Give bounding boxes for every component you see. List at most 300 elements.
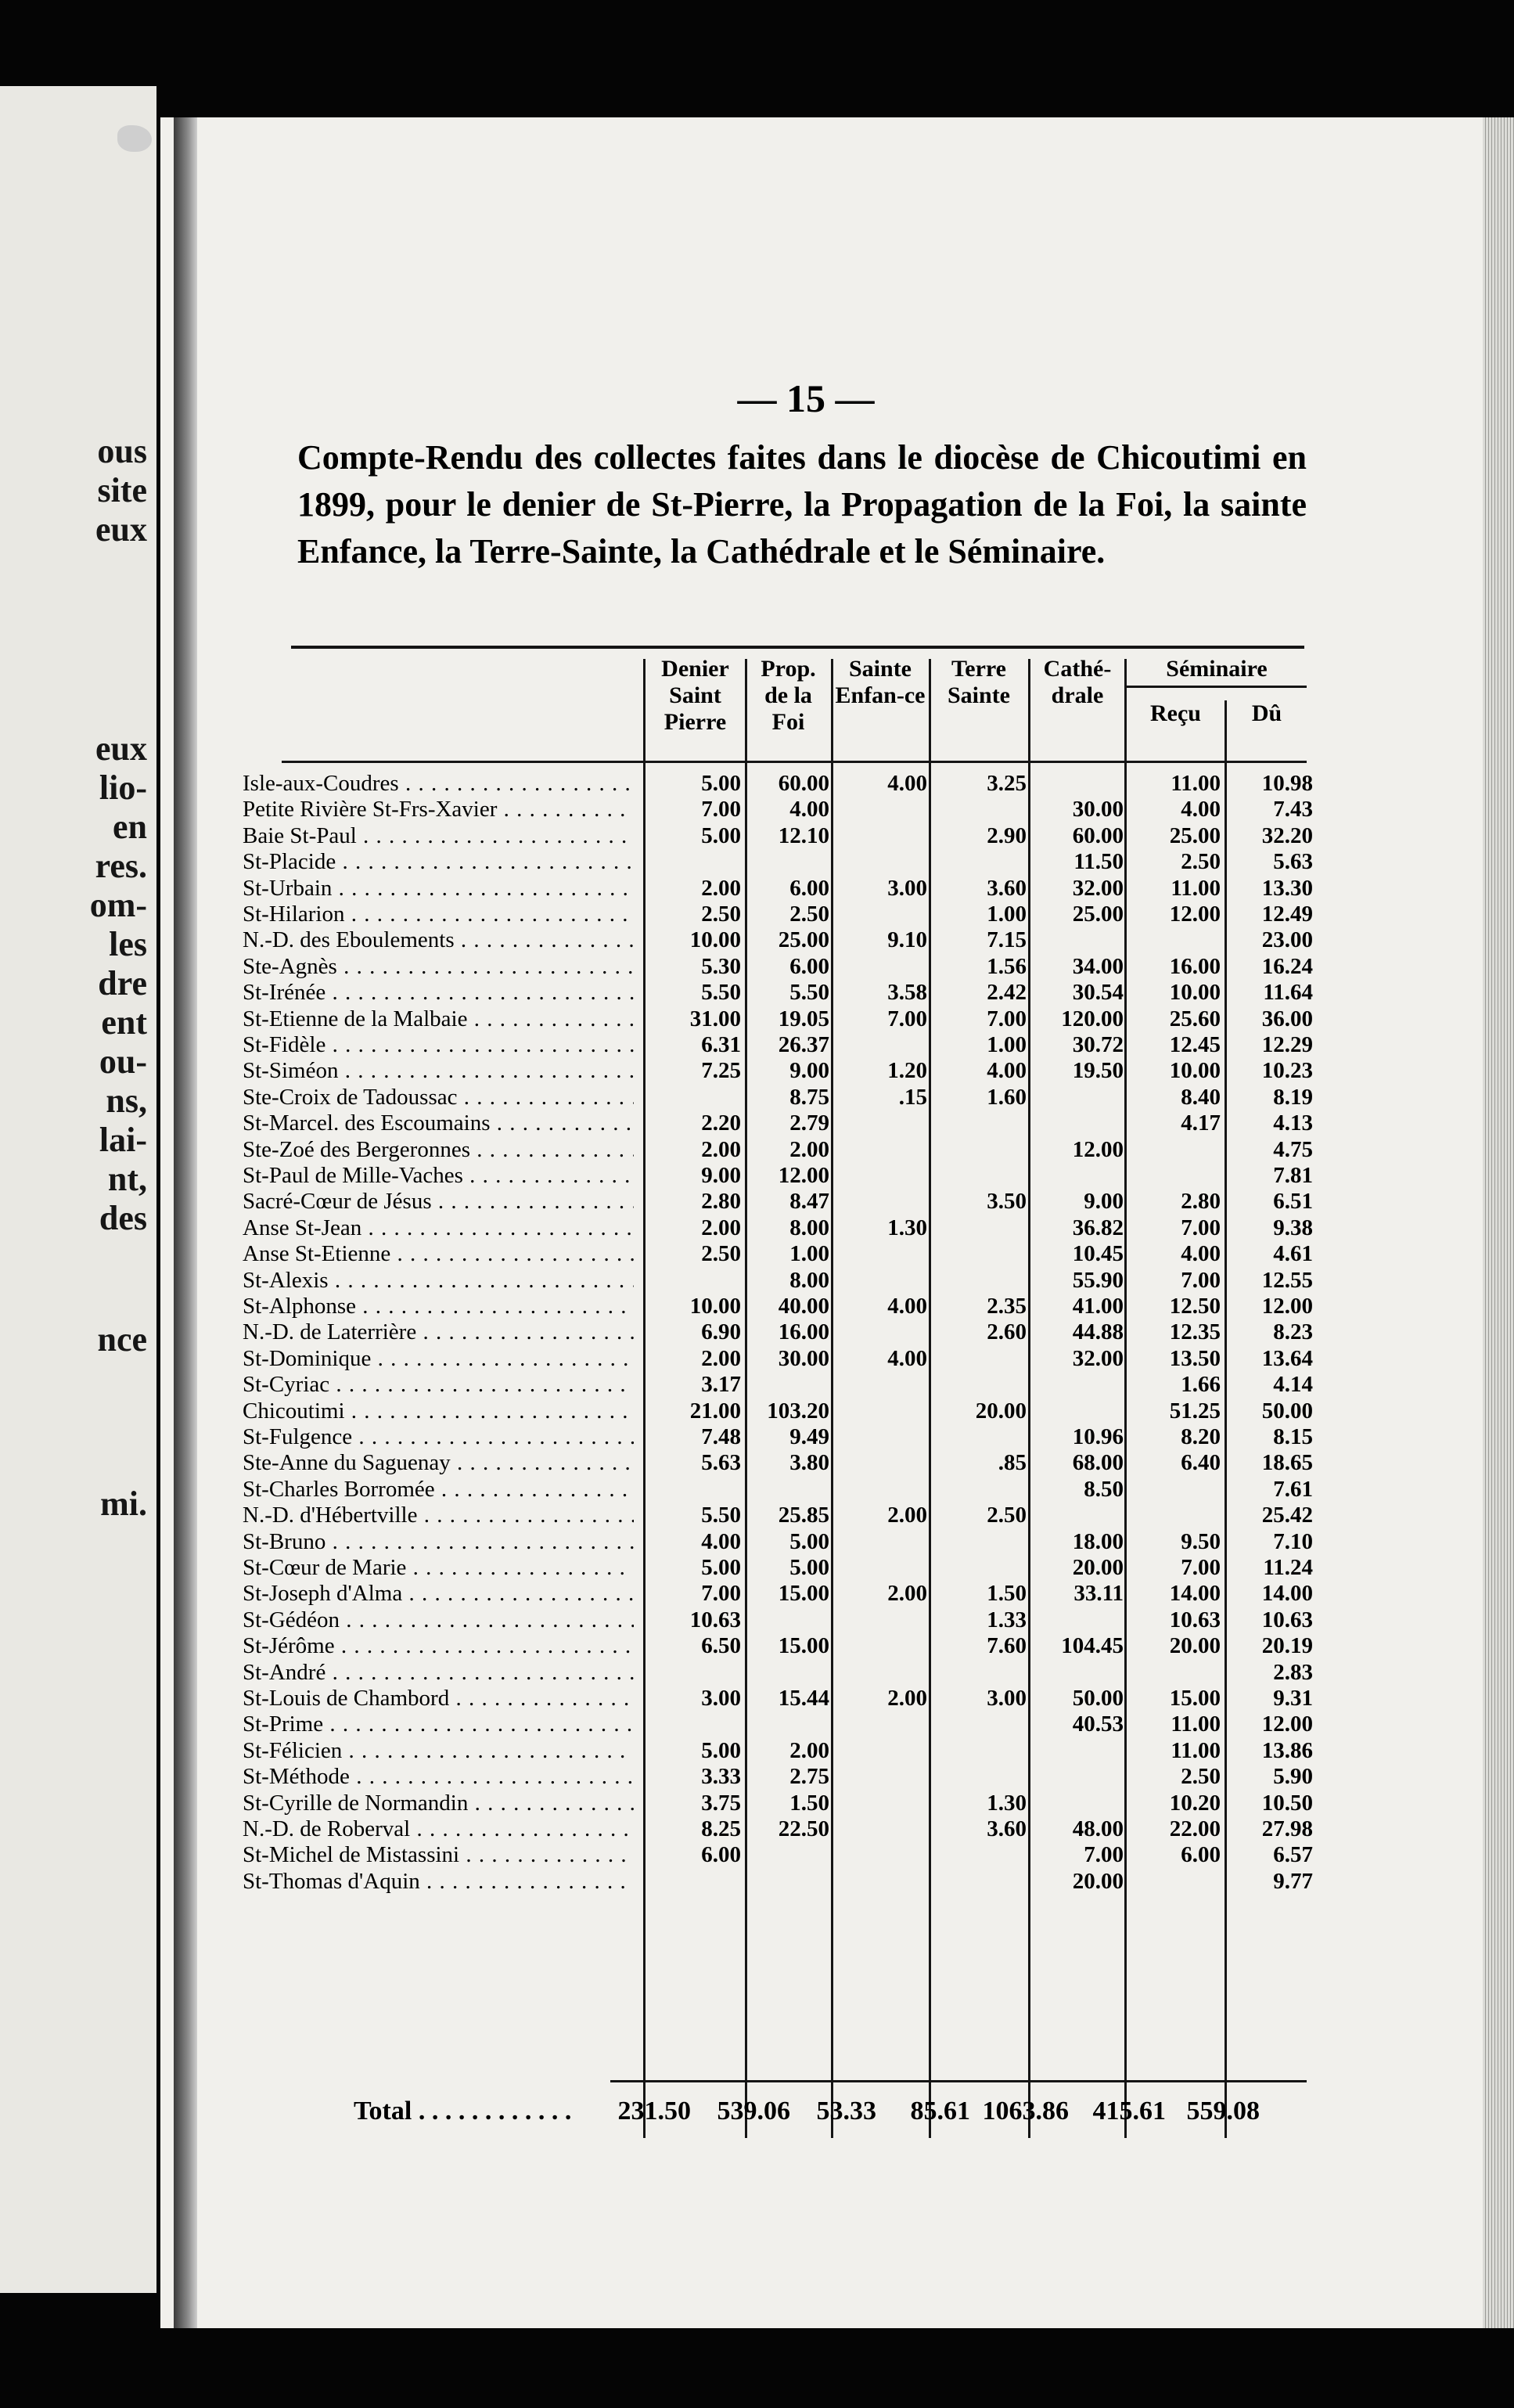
table-row	[243, 1215, 1314, 1241]
cell-seminaire-recu: 11.00	[1171, 1712, 1221, 1737]
cell-propagation: 15.00	[778, 1581, 829, 1607]
cell-seminaire-du: 50.00	[1261, 1398, 1313, 1424]
cell-cathedrale: 60.00	[1072, 822, 1124, 848]
cell-seminaire-recu: 4.17	[1181, 1110, 1221, 1136]
cell-seminaire-recu: 6.40	[1181, 1450, 1221, 1476]
table-row	[243, 1189, 1314, 1215]
cell-denier: 2.00	[701, 875, 741, 901]
table-row	[243, 954, 1314, 980]
total-cathedrale: 1063.86	[982, 2097, 1069, 2125]
cell-terre-sainte: 1.00	[987, 902, 1027, 927]
parish-name: St-Cœur de Marie . . .	[243, 1555, 634, 1581]
cell-propagation: 1.00	[789, 1241, 829, 1267]
document-heading: Compte-Rendu des collectes faites dans le diocèse de Chicoutimi en 1899, pour le denier de St-Pierre, la Propagation de la Foi, la sainte Enfance, la Terre-Sainte, la Cathédrale et le Séminaire.	[297, 438, 1307, 571]
cell-denier: 6.90	[701, 1319, 741, 1345]
cell-cathedrale: 19.50	[1072, 1058, 1124, 1084]
parish-name: St-Prime . . .	[243, 1712, 634, 1737]
cell-denier: 2.00	[701, 1215, 741, 1240]
cell-seminaire-recu: 10.63	[1169, 1607, 1221, 1632]
cell-denier: 5.30	[701, 953, 741, 979]
parish-name: Anse St-Jean . . .	[243, 1215, 634, 1241]
table-row	[243, 823, 1314, 849]
cell-cathedrale: 55.90	[1072, 1267, 1124, 1293]
book-spine	[174, 117, 197, 2328]
cell-terre-sainte: 2.35	[987, 1294, 1027, 1319]
table-row	[243, 1555, 1314, 1581]
cell-seminaire-recu: 10.00	[1169, 980, 1221, 1006]
total-label: Total . . .	[354, 2088, 571, 2135]
cell-cathedrale: 68.00	[1072, 1450, 1124, 1476]
parish-name: St-Placide . . .	[243, 849, 634, 875]
cell-cathedrale: 36.82	[1072, 1215, 1124, 1240]
table-row	[243, 849, 1314, 875]
left-page-fragment-text: ns,	[106, 1082, 147, 1120]
cell-propagation: 16.00	[778, 1319, 829, 1345]
header-terre-sainte: Terre Sainte	[947, 656, 1010, 708]
cell-denier: 7.48	[701, 1424, 741, 1449]
cell-seminaire-du: 4.14	[1273, 1372, 1313, 1398]
cell-terre-sainte: 7.60	[987, 1633, 1027, 1659]
cell-seminaire-du: 11.24	[1263, 1555, 1313, 1580]
cell-terre-sainte: 3.60	[987, 1816, 1027, 1841]
left-page-fragment-text: ent	[101, 1003, 147, 1042]
cell-seminaire-du: 4.61	[1273, 1241, 1313, 1267]
left-page-fragment-text: ou-	[99, 1042, 147, 1081]
left-page-fragment	[0, 86, 156, 2293]
cell-terre-sainte: 3.00	[987, 1686, 1027, 1711]
cell-seminaire-recu: 11.00	[1171, 875, 1221, 901]
cell-terre-sainte: .85	[998, 1450, 1027, 1476]
table-row	[243, 1424, 1314, 1450]
cell-denier: 5.00	[701, 822, 741, 848]
cell-cathedrale: 18.00	[1072, 1528, 1124, 1554]
cell-sainte-enfance: 1.20	[887, 1058, 927, 1084]
cell-sainte-enfance: 9.10	[887, 927, 927, 953]
cell-terre-sainte: 3.25	[987, 771, 1027, 796]
header-propagation: Prop. de la Foi	[761, 656, 816, 735]
total-denier: 231.50	[617, 2097, 691, 2125]
cell-seminaire-recu: 1.66	[1181, 1372, 1221, 1398]
cell-denier: 6.50	[701, 1633, 741, 1659]
parish-name: St-Félicien . . .	[243, 1738, 634, 1764]
cell-seminaire-recu: 6.00	[1181, 1842, 1221, 1868]
cell-cathedrale: 30.54	[1072, 980, 1124, 1006]
cell-propagation: 6.00	[789, 875, 829, 901]
left-page-fragment-text: dre	[98, 964, 147, 1002]
cell-seminaire-recu: 4.00	[1181, 797, 1221, 822]
cell-seminaire-du: 7.81	[1273, 1163, 1313, 1188]
parish-name: St-Siméon . . .	[243, 1058, 634, 1084]
table-row	[243, 1529, 1314, 1555]
left-page-fragment-text: nt,	[107, 1160, 147, 1198]
cell-cathedrale: 8.50	[1084, 1476, 1124, 1502]
cell-seminaire-recu: 11.00	[1171, 1737, 1221, 1763]
cell-denier: 9.00	[701, 1163, 741, 1188]
total-propagation: 539.06	[717, 2097, 790, 2125]
cell-seminaire-recu: 2.50	[1181, 1764, 1221, 1790]
cell-seminaire-du: 5.63	[1273, 849, 1313, 875]
cell-denier: 10.00	[689, 1294, 741, 1319]
cell-cathedrale: 34.00	[1072, 953, 1124, 979]
cell-sainte-enfance: 3.00	[887, 875, 927, 901]
cell-seminaire-du: 11.64	[1263, 980, 1313, 1006]
header-seminaire-recu: Reçu	[1150, 700, 1201, 726]
parish-name: St-Alphonse . . .	[243, 1294, 634, 1319]
cell-seminaire-recu: 25.00	[1169, 822, 1221, 848]
table-row	[243, 1450, 1314, 1476]
cell-terre-sainte: 1.00	[987, 1032, 1027, 1057]
table-row	[243, 927, 1314, 953]
cell-seminaire-du: 10.98	[1261, 771, 1313, 796]
parish-name: St-Thomas d'Aquin . . .	[243, 1869, 634, 1895]
table-row	[243, 1581, 1314, 1607]
cell-seminaire-recu: 8.20	[1181, 1424, 1221, 1449]
cell-seminaire-recu: 16.00	[1169, 953, 1221, 979]
parish-name: Petite Rivière St-Frs-Xavier . . .	[243, 797, 634, 822]
table-row	[243, 1869, 1314, 1895]
cell-propagation: 5.00	[789, 1555, 829, 1580]
cell-cathedrale: 9.00	[1084, 1189, 1124, 1215]
cell-cathedrale: 50.00	[1072, 1686, 1124, 1711]
cell-propagation: 40.00	[778, 1294, 829, 1319]
cell-propagation: 12.10	[778, 822, 829, 848]
cell-cathedrale: 104.45	[1061, 1633, 1124, 1659]
cell-seminaire-recu: 25.60	[1169, 1006, 1221, 1031]
cell-terre-sainte: 7.15	[987, 927, 1027, 953]
cell-propagation: 30.00	[778, 1345, 829, 1371]
cell-seminaire-du: 10.63	[1261, 1607, 1313, 1632]
cell-propagation: 2.00	[789, 1737, 829, 1763]
cell-denier: 6.31	[701, 1032, 741, 1057]
left-page-fragment-text: lio-	[99, 768, 147, 807]
cell-denier: 7.00	[701, 797, 741, 822]
cell-seminaire-recu: 7.00	[1181, 1555, 1221, 1580]
cell-denier: 8.25	[701, 1816, 741, 1841]
parish-name: St-Dominique . . .	[243, 1346, 634, 1372]
cell-propagation: 2.00	[789, 1136, 829, 1162]
cell-propagation: 3.80	[789, 1450, 829, 1476]
table-row	[243, 1372, 1314, 1398]
table-row	[243, 1398, 1314, 1424]
cell-seminaire-du: 12.55	[1261, 1267, 1313, 1293]
cell-denier: 2.00	[701, 1136, 741, 1162]
table-row	[243, 1686, 1314, 1712]
parish-name: St-Etienne de la Malbaie . . .	[243, 1006, 634, 1032]
cell-seminaire-du: 13.30	[1261, 875, 1313, 901]
cell-seminaire-du: 8.15	[1273, 1424, 1313, 1449]
parish-name: Sacré-Cœur de Jésus . . .	[243, 1189, 634, 1215]
cell-seminaire-recu: 10.20	[1169, 1790, 1221, 1816]
parish-name: St-Marcel. des Escoumains . . .	[243, 1110, 634, 1136]
parish-name: St-Fidèle . . .	[243, 1032, 634, 1058]
left-page-fragment-text: nce	[97, 1320, 147, 1359]
cell-denier: 4.00	[701, 1528, 741, 1554]
parish-name: Anse St-Etienne . . .	[243, 1241, 634, 1267]
ink-blot	[117, 125, 152, 152]
cell-sainte-enfance: 4.00	[887, 1345, 927, 1371]
cell-cathedrale: 32.00	[1072, 875, 1124, 901]
left-page-fragment-text: site	[97, 471, 147, 509]
table-row	[243, 1816, 1314, 1842]
cell-cathedrale: 120.00	[1061, 1006, 1124, 1031]
parish-name: St-Michel de Mistassini . . .	[243, 1842, 634, 1868]
cell-denier: 3.33	[701, 1764, 741, 1790]
cell-denier: 5.00	[701, 1555, 741, 1580]
cell-seminaire-du: 8.19	[1273, 1084, 1313, 1110]
cell-denier: 3.75	[701, 1790, 741, 1816]
cell-cathedrale: 41.00	[1072, 1294, 1124, 1319]
cell-sainte-enfance: 2.00	[887, 1581, 927, 1607]
left-page-fragment-text: res.	[95, 847, 147, 885]
left-page-fragment-text: lai-	[99, 1121, 147, 1159]
left-page-fragment-text: eux	[95, 510, 147, 549]
cell-denier: 2.80	[701, 1189, 741, 1215]
cell-seminaire-du: 9.77	[1273, 1868, 1313, 1894]
cell-denier: 7.25	[701, 1058, 741, 1084]
cell-terre-sainte: 4.00	[987, 1058, 1027, 1084]
cell-seminaire-du: 12.29	[1261, 1032, 1313, 1057]
cell-denier: 31.00	[689, 1006, 741, 1031]
page-number: — 15 —	[737, 376, 875, 420]
cell-seminaire-recu: 20.00	[1169, 1633, 1221, 1659]
left-page-fragment-text: eux	[95, 729, 147, 768]
parish-name: N.-D. d'Hébertville . . .	[243, 1503, 634, 1528]
table-row	[243, 1633, 1314, 1659]
cell-seminaire-du: 6.51	[1273, 1189, 1313, 1215]
parish-name: St-Louis de Chambord . . .	[243, 1686, 634, 1712]
cell-seminaire-du: 7.61	[1273, 1476, 1313, 1502]
cell-seminaire-recu: 12.45	[1169, 1032, 1221, 1057]
cell-propagation: 103.20	[767, 1398, 829, 1424]
cell-sainte-enfance: .15	[898, 1084, 927, 1110]
cell-denier: 5.50	[701, 980, 741, 1006]
cell-propagation: 8.00	[789, 1267, 829, 1293]
table-row	[243, 1268, 1314, 1294]
parish-name: St-Alexis . . .	[243, 1268, 634, 1294]
cell-seminaire-recu: 4.00	[1181, 1241, 1221, 1267]
parish-name: St-Fulgence . . .	[243, 1424, 634, 1450]
cell-denier: 2.00	[701, 1345, 741, 1371]
table-row	[243, 1660, 1314, 1686]
cell-seminaire-du: 2.83	[1273, 1659, 1313, 1685]
cell-terre-sainte: 2.42	[987, 980, 1027, 1006]
cell-propagation: 8.75	[789, 1084, 829, 1110]
cell-cathedrale: 44.88	[1072, 1319, 1124, 1345]
table-top-rule	[291, 646, 1304, 649]
parish-name: Ste-Agnès . . .	[243, 954, 634, 980]
cell-seminaire-du: 13.64	[1261, 1345, 1313, 1371]
cell-propagation: 2.79	[789, 1110, 829, 1136]
cell-terre-sainte: 2.90	[987, 822, 1027, 848]
cell-terre-sainte: 2.60	[987, 1319, 1027, 1345]
cell-seminaire-du: 10.50	[1261, 1790, 1313, 1816]
cell-seminaire-du: 14.00	[1261, 1581, 1313, 1607]
cell-seminaire-du: 9.31	[1273, 1686, 1313, 1711]
cell-seminaire-recu: 51.25	[1169, 1398, 1221, 1424]
cell-seminaire-du: 32.20	[1261, 822, 1313, 848]
parish-name: St-André . . .	[243, 1660, 634, 1686]
left-page-fragment-text: les	[109, 925, 147, 963]
cell-seminaire-recu: 2.80	[1181, 1189, 1221, 1215]
cell-propagation: 25.00	[778, 927, 829, 953]
table-row	[243, 1085, 1314, 1110]
parish-name: St-Urbain . . .	[243, 876, 634, 902]
cell-propagation: 25.85	[778, 1503, 829, 1528]
seminaire-subrule	[1127, 686, 1307, 688]
cell-seminaire-du: 12.00	[1261, 1712, 1313, 1737]
cell-cathedrale: 30.72	[1072, 1032, 1124, 1057]
table-row	[243, 1110, 1314, 1136]
cell-seminaire-du: 6.57	[1273, 1842, 1313, 1868]
table-row	[243, 1006, 1314, 1032]
cell-propagation: 5.50	[789, 980, 829, 1006]
cell-propagation: 8.47	[789, 1189, 829, 1215]
cell-terre-sainte: 1.50	[987, 1581, 1027, 1607]
table-row	[243, 1477, 1314, 1503]
cell-cathedrale: 11.50	[1073, 849, 1124, 875]
cell-denier: 5.63	[701, 1450, 741, 1476]
cell-propagation: 19.05	[778, 1006, 829, 1031]
table-row	[243, 1319, 1314, 1345]
parish-name: N.-D. de Laterrière . . .	[243, 1319, 634, 1345]
cell-denier: 10.63	[689, 1607, 741, 1632]
table-row	[243, 1738, 1314, 1764]
parish-name: Ste-Croix de Tadoussac . . .	[243, 1085, 634, 1110]
parish-name: St-Joseph d'Alma . . .	[243, 1581, 634, 1607]
parish-name: Ste-Zoé des Bergeronnes . . .	[243, 1137, 634, 1163]
cell-seminaire-recu: 10.00	[1169, 1058, 1221, 1084]
table-row	[243, 1137, 1314, 1163]
cell-seminaire-recu: 12.50	[1169, 1294, 1221, 1319]
cell-terre-sainte: 1.33	[987, 1607, 1027, 1632]
parish-name: Ste-Anne du Saguenay . . .	[243, 1450, 634, 1476]
table-row	[243, 902, 1314, 927]
header-cathedrale: Cathé-drale	[1043, 656, 1112, 708]
cell-seminaire-du: 8.23	[1273, 1319, 1313, 1345]
parish-name: St-Paul de Mille-Vaches . . .	[243, 1163, 634, 1189]
cell-seminaire-du: 13.86	[1261, 1737, 1313, 1763]
cell-seminaire-recu: 8.40	[1181, 1084, 1221, 1110]
cell-denier: 5.50	[701, 1503, 741, 1528]
cell-propagation: 4.00	[789, 797, 829, 822]
parish-name: Baie St-Paul . . .	[243, 823, 634, 849]
cell-cathedrale: 25.00	[1072, 902, 1124, 927]
cell-seminaire-du: 16.24	[1261, 953, 1313, 979]
cell-sainte-enfance: 2.00	[887, 1686, 927, 1711]
cell-denier: 5.00	[701, 771, 741, 796]
header-seminaire: Séminaire	[1166, 656, 1268, 682]
cell-seminaire-du: 4.75	[1273, 1136, 1313, 1162]
cell-seminaire-du: 18.65	[1261, 1450, 1313, 1476]
cell-sainte-enfance: 1.30	[887, 1215, 927, 1240]
parish-name: St-Bruno . . .	[243, 1529, 634, 1555]
cell-seminaire-recu: 9.50	[1181, 1528, 1221, 1554]
parish-name: St-Cyriac . . .	[243, 1372, 634, 1398]
cell-propagation: 9.00	[789, 1058, 829, 1084]
table-row	[243, 1503, 1314, 1528]
table-row	[243, 1346, 1314, 1372]
cell-propagation: 15.00	[778, 1633, 829, 1659]
cell-propagation: 1.50	[789, 1790, 829, 1816]
left-page-fragment-text: ous	[97, 432, 147, 470]
parish-name: Chicoutimi . . .	[243, 1398, 634, 1424]
cell-sainte-enfance: 2.00	[887, 1503, 927, 1528]
cell-seminaire-recu: 12.00	[1169, 902, 1221, 927]
cell-seminaire-du: 10.23	[1261, 1058, 1313, 1084]
parish-name: St-Gédéon . . .	[243, 1607, 634, 1633]
cell-cathedrale: 12.00	[1072, 1136, 1124, 1162]
table-row	[243, 771, 1314, 797]
cell-seminaire-du: 12.00	[1261, 1294, 1313, 1319]
header-denier: Denier Saint Pierre	[661, 656, 729, 735]
left-page-fragment-text: des	[99, 1199, 147, 1237]
cell-sainte-enfance: 4.00	[887, 1294, 927, 1319]
cell-cathedrale: 48.00	[1072, 1816, 1124, 1841]
cell-cathedrale: 32.00	[1072, 1345, 1124, 1371]
cell-seminaire-du: 4.13	[1273, 1110, 1313, 1136]
parish-name: Isle-aux-Coudres . . .	[243, 771, 634, 797]
cell-seminaire-du: 25.42	[1261, 1503, 1313, 1528]
left-page-fragment-text: en	[113, 808, 147, 846]
cell-seminaire-du: 9.38	[1273, 1215, 1313, 1240]
cell-cathedrale: 7.00	[1084, 1842, 1124, 1868]
cell-denier: 3.00	[701, 1686, 741, 1711]
table-row	[243, 1712, 1314, 1737]
total-terre-sainte: 85.61	[910, 2097, 970, 2125]
cell-seminaire-recu: 11.00	[1171, 771, 1221, 796]
cell-seminaire-du: 5.90	[1273, 1764, 1313, 1790]
cell-cathedrale: 20.00	[1072, 1868, 1124, 1894]
cell-seminaire-du: 7.10	[1273, 1528, 1313, 1554]
cell-terre-sainte: 3.60	[987, 875, 1027, 901]
cell-propagation: 8.00	[789, 1215, 829, 1240]
page-edge	[1483, 117, 1514, 2328]
left-page-fragment-text: om-	[89, 886, 147, 924]
total-seminaire-recu: 415.61	[1092, 2097, 1166, 2125]
cell-denier: 2.50	[701, 1241, 741, 1267]
cell-denier: 6.00	[701, 1842, 741, 1868]
cell-propagation: 26.37	[778, 1032, 829, 1057]
total-seminaire-du: 559.08	[1186, 2097, 1260, 2125]
cell-seminaire-recu: 2.50	[1181, 849, 1221, 875]
cell-propagation: 5.00	[789, 1528, 829, 1554]
cell-sainte-enfance: 7.00	[887, 1006, 927, 1031]
cell-denier: 2.50	[701, 902, 741, 927]
table-row	[243, 797, 1314, 822]
cell-denier: 21.00	[689, 1398, 741, 1424]
cell-propagation: 9.49	[789, 1424, 829, 1449]
cell-propagation: 6.00	[789, 953, 829, 979]
parish-name: St-Charles Borromée . . .	[243, 1477, 634, 1503]
cell-cathedrale: 10.96	[1072, 1424, 1124, 1449]
cell-cathedrale: 40.53	[1072, 1712, 1124, 1737]
total-top-rule	[610, 2080, 1307, 2082]
header-sainte-enfance: Sainte Enfan-ce	[835, 656, 926, 708]
cell-terre-sainte: 1.30	[987, 1790, 1027, 1816]
cell-seminaire-du: 20.19	[1261, 1633, 1313, 1659]
cell-terre-sainte: 3.50	[987, 1189, 1027, 1215]
cell-denier: 3.17	[701, 1372, 741, 1398]
cell-seminaire-recu: 12.35	[1169, 1319, 1221, 1345]
cell-denier: 10.00	[689, 927, 741, 953]
cell-seminaire-du: 27.98	[1261, 1816, 1313, 1841]
cell-terre-sainte: 1.56	[987, 953, 1027, 979]
table-row	[243, 1294, 1314, 1319]
cell-sainte-enfance: 4.00	[887, 771, 927, 796]
cell-terre-sainte: 20.00	[975, 1398, 1027, 1424]
parish-name: St-Jérôme . . .	[243, 1633, 634, 1659]
table-row	[243, 1791, 1314, 1816]
